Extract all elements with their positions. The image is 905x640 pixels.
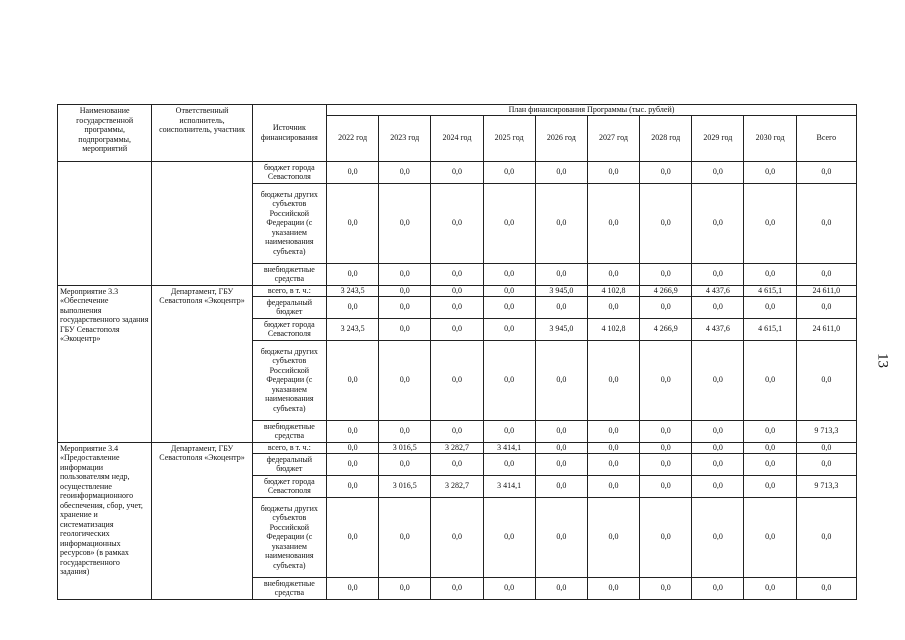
value-cell: 0,0 [431, 263, 483, 285]
value-cell: 0,0 [535, 442, 587, 453]
value-cell: 0,0 [379, 340, 431, 420]
value-cell: 0,0 [744, 420, 796, 442]
responsible-executor [152, 161, 252, 285]
value-cell: 0,0 [535, 183, 587, 263]
value-cell: 0,0 [535, 296, 587, 318]
value-cell: 0,0 [744, 497, 796, 577]
value-cell: 0,0 [744, 453, 796, 475]
header-year: Всего [796, 115, 856, 161]
value-cell: 0,0 [483, 183, 535, 263]
value-cell: 4 437,6 [692, 285, 744, 296]
value-cell: 0,0 [326, 340, 378, 420]
value-cell: 3 945,0 [535, 318, 587, 340]
value-total: 24 611,0 [796, 318, 856, 340]
value-cell: 0,0 [483, 161, 535, 183]
header-year: 2029 год [692, 115, 744, 161]
value-cell: 0,0 [431, 161, 483, 183]
header-year: 2025 год [483, 115, 535, 161]
funding-source: бюджеты других субъектов Российской Федерации (с указанием наименования субъекта) [252, 497, 326, 577]
value-cell: 0,0 [379, 263, 431, 285]
value-cell: 0,0 [744, 296, 796, 318]
value-cell: 0,0 [379, 577, 431, 599]
value-total: 0,0 [796, 442, 856, 453]
value-cell: 0,0 [587, 263, 639, 285]
value-cell: 0,0 [431, 340, 483, 420]
value-cell: 0,0 [587, 497, 639, 577]
financing-table-body [58, 161, 857, 599]
value-cell: 0,0 [692, 420, 744, 442]
value-cell: 0,0 [692, 183, 744, 263]
value-cell: 0,0 [640, 183, 692, 263]
funding-source: внебюджетные средства [252, 420, 326, 442]
value-total: 0,0 [796, 577, 856, 599]
value-cell: 0,0 [692, 340, 744, 420]
value-total: 0,0 [796, 340, 856, 420]
value-total: 0,0 [796, 497, 856, 577]
value-total: 0,0 [796, 161, 856, 183]
value-cell: 4 102,8 [587, 318, 639, 340]
value-cell: 0,0 [326, 453, 378, 475]
header-year: 2030 год [744, 115, 796, 161]
value-cell: 0,0 [640, 475, 692, 497]
value-cell: 0,0 [744, 442, 796, 453]
value-cell: 0,0 [483, 285, 535, 296]
value-cell: 0,0 [326, 161, 378, 183]
value-total: 9 713,3 [796, 475, 856, 497]
value-cell: 0,0 [431, 453, 483, 475]
header-responsible: Ответственный исполнитель, соисполнитель, участник [152, 105, 252, 162]
value-total: 0,0 [796, 183, 856, 263]
financing-table [57, 104, 857, 600]
value-cell: 0,0 [431, 296, 483, 318]
funding-source: внебюджетные средства [252, 263, 326, 285]
funding-source: всего, в т. ч.: [252, 442, 326, 453]
value-cell: 0,0 [692, 296, 744, 318]
value-cell: 0,0 [640, 296, 692, 318]
value-cell: 0,0 [587, 475, 639, 497]
value-cell: 0,0 [483, 497, 535, 577]
value-cell: 0,0 [640, 497, 692, 577]
table-row [58, 161, 857, 183]
value-cell: 3 243,5 [326, 318, 378, 340]
value-cell: 0,0 [326, 420, 378, 442]
value-cell: 0,0 [483, 453, 535, 475]
value-cell: 0,0 [326, 263, 378, 285]
value-cell: 0,0 [431, 318, 483, 340]
value-cell: 0,0 [326, 296, 378, 318]
value-cell: 3 016,5 [379, 442, 431, 453]
value-cell: 0,0 [587, 420, 639, 442]
value-cell: 0,0 [692, 577, 744, 599]
value-cell: 0,0 [483, 318, 535, 340]
value-cell: 0,0 [379, 318, 431, 340]
value-cell: 0,0 [692, 453, 744, 475]
value-cell: 4 266,9 [640, 318, 692, 340]
value-cell: 0,0 [535, 340, 587, 420]
value-cell: 0,0 [535, 577, 587, 599]
page-number: 13 [874, 353, 891, 368]
value-cell: 0,0 [326, 577, 378, 599]
value-cell: 4 437,6 [692, 318, 744, 340]
value-cell: 4 102,8 [587, 285, 639, 296]
table-row [58, 285, 857, 296]
value-cell: 3 945,0 [535, 285, 587, 296]
header-plan-title: План финансирования Программы (тыс. рублей) [326, 105, 856, 116]
header-source: Источник финансирования [252, 105, 326, 162]
value-cell: 0,0 [744, 263, 796, 285]
value-cell: 0,0 [535, 263, 587, 285]
value-cell: 0,0 [431, 183, 483, 263]
value-cell: 0,0 [744, 475, 796, 497]
value-cell: 0,0 [379, 453, 431, 475]
value-cell: 0,0 [483, 340, 535, 420]
value-cell: 0,0 [692, 497, 744, 577]
value-cell: 0,0 [326, 497, 378, 577]
value-cell: 0,0 [744, 183, 796, 263]
value-cell: 0,0 [483, 263, 535, 285]
funding-source: федеральный бюджет [252, 296, 326, 318]
value-total: 0,0 [796, 263, 856, 285]
value-cell: 0,0 [640, 577, 692, 599]
value-cell: 0,0 [535, 420, 587, 442]
value-cell: 0,0 [326, 442, 378, 453]
value-cell: 0,0 [640, 420, 692, 442]
value-cell: 3 282,7 [431, 475, 483, 497]
value-cell: 0,0 [744, 340, 796, 420]
value-cell: 0,0 [535, 453, 587, 475]
value-cell: 0,0 [379, 296, 431, 318]
value-cell: 3 016,5 [379, 475, 431, 497]
header-year: 2026 год [535, 115, 587, 161]
header-name: Наименование государственной программы, подпрограммы, мероприятий [58, 105, 152, 162]
funding-source: бюджет города Севастополя [252, 318, 326, 340]
responsible-executor: Департамент, ГБУ Севастополя «Экоцентр» [152, 285, 252, 442]
financing-table-page [57, 104, 857, 600]
value-cell: 0,0 [640, 442, 692, 453]
value-cell: 0,0 [379, 497, 431, 577]
value-cell: 3 414,1 [483, 475, 535, 497]
funding-source: бюджеты других субъектов Российской Федерации (с указанием наименования субъекта) [252, 340, 326, 420]
value-cell: 0,0 [483, 420, 535, 442]
value-cell: 0,0 [431, 420, 483, 442]
value-cell: 0,0 [431, 497, 483, 577]
value-cell: 0,0 [379, 420, 431, 442]
funding-source: внебюджетные средства [252, 577, 326, 599]
value-cell: 0,0 [744, 577, 796, 599]
value-cell: 0,0 [587, 577, 639, 599]
value-cell: 0,0 [744, 161, 796, 183]
value-cell: 0,0 [640, 263, 692, 285]
funding-source: бюджет города Севастополя [252, 161, 326, 183]
value-cell: 0,0 [326, 475, 378, 497]
value-cell: 0,0 [326, 183, 378, 263]
value-cell: 0,0 [431, 577, 483, 599]
value-total: 24 611,0 [796, 285, 856, 296]
funding-source: бюджеты других субъектов Российской Федерации (с указанием наименования субъекта) [252, 183, 326, 263]
header-year: 2022 год [326, 115, 378, 161]
measure-name: Мероприятие 3.4 «Предоставление информации пользователям недр, осуществление геоинформационного обеспечения, сбор, учет, хранение и систематизация геологических информационных ресурсов» (в рамках государственного задания) [58, 442, 152, 599]
value-cell: 0,0 [587, 296, 639, 318]
value-cell: 4 266,9 [640, 285, 692, 296]
value-cell: 0,0 [535, 475, 587, 497]
responsible-executor: Департамент, ГБУ Севастополя «Экоцентр» [152, 442, 252, 599]
value-cell: 0,0 [587, 442, 639, 453]
funding-source: федеральный бюджет [252, 453, 326, 475]
value-cell: 0,0 [692, 442, 744, 453]
measure-name: Мероприятие 3.3 «Обеспечение выполнения государственного задания ГБУ Севастополя «Экоцентр» [58, 285, 152, 442]
header-year: 2024 год [431, 115, 483, 161]
header-year: 2028 год [640, 115, 692, 161]
measure-name [58, 161, 152, 285]
value-cell: 0,0 [640, 161, 692, 183]
value-cell: 0,0 [587, 161, 639, 183]
value-total: 0,0 [796, 296, 856, 318]
value-cell: 0,0 [640, 340, 692, 420]
header-year: 2027 год [587, 115, 639, 161]
value-cell: 3 282,7 [431, 442, 483, 453]
value-cell: 0,0 [379, 285, 431, 296]
value-cell: 0,0 [535, 161, 587, 183]
funding-source: бюджет города Севастополя [252, 475, 326, 497]
value-cell: 0,0 [640, 453, 692, 475]
value-cell: 0,0 [587, 340, 639, 420]
value-cell: 3 243,5 [326, 285, 378, 296]
value-cell: 0,0 [587, 183, 639, 263]
value-cell: 0,0 [535, 497, 587, 577]
funding-source: всего, в т. ч.: [252, 285, 326, 296]
value-cell: 0,0 [379, 161, 431, 183]
table-row [58, 442, 857, 453]
value-cell: 0,0 [587, 453, 639, 475]
value-cell: 0,0 [692, 161, 744, 183]
value-cell: 0,0 [483, 296, 535, 318]
header-year: 2023 год [379, 115, 431, 161]
value-cell: 0,0 [483, 577, 535, 599]
value-cell: 0,0 [379, 183, 431, 263]
value-total: 9 713,3 [796, 420, 856, 442]
value-cell: 0,0 [692, 263, 744, 285]
value-total: 0,0 [796, 453, 856, 475]
value-cell: 4 615,1 [744, 285, 796, 296]
value-cell: 4 615,1 [744, 318, 796, 340]
value-cell: 0,0 [431, 285, 483, 296]
value-cell: 0,0 [692, 475, 744, 497]
value-cell: 3 414,1 [483, 442, 535, 453]
